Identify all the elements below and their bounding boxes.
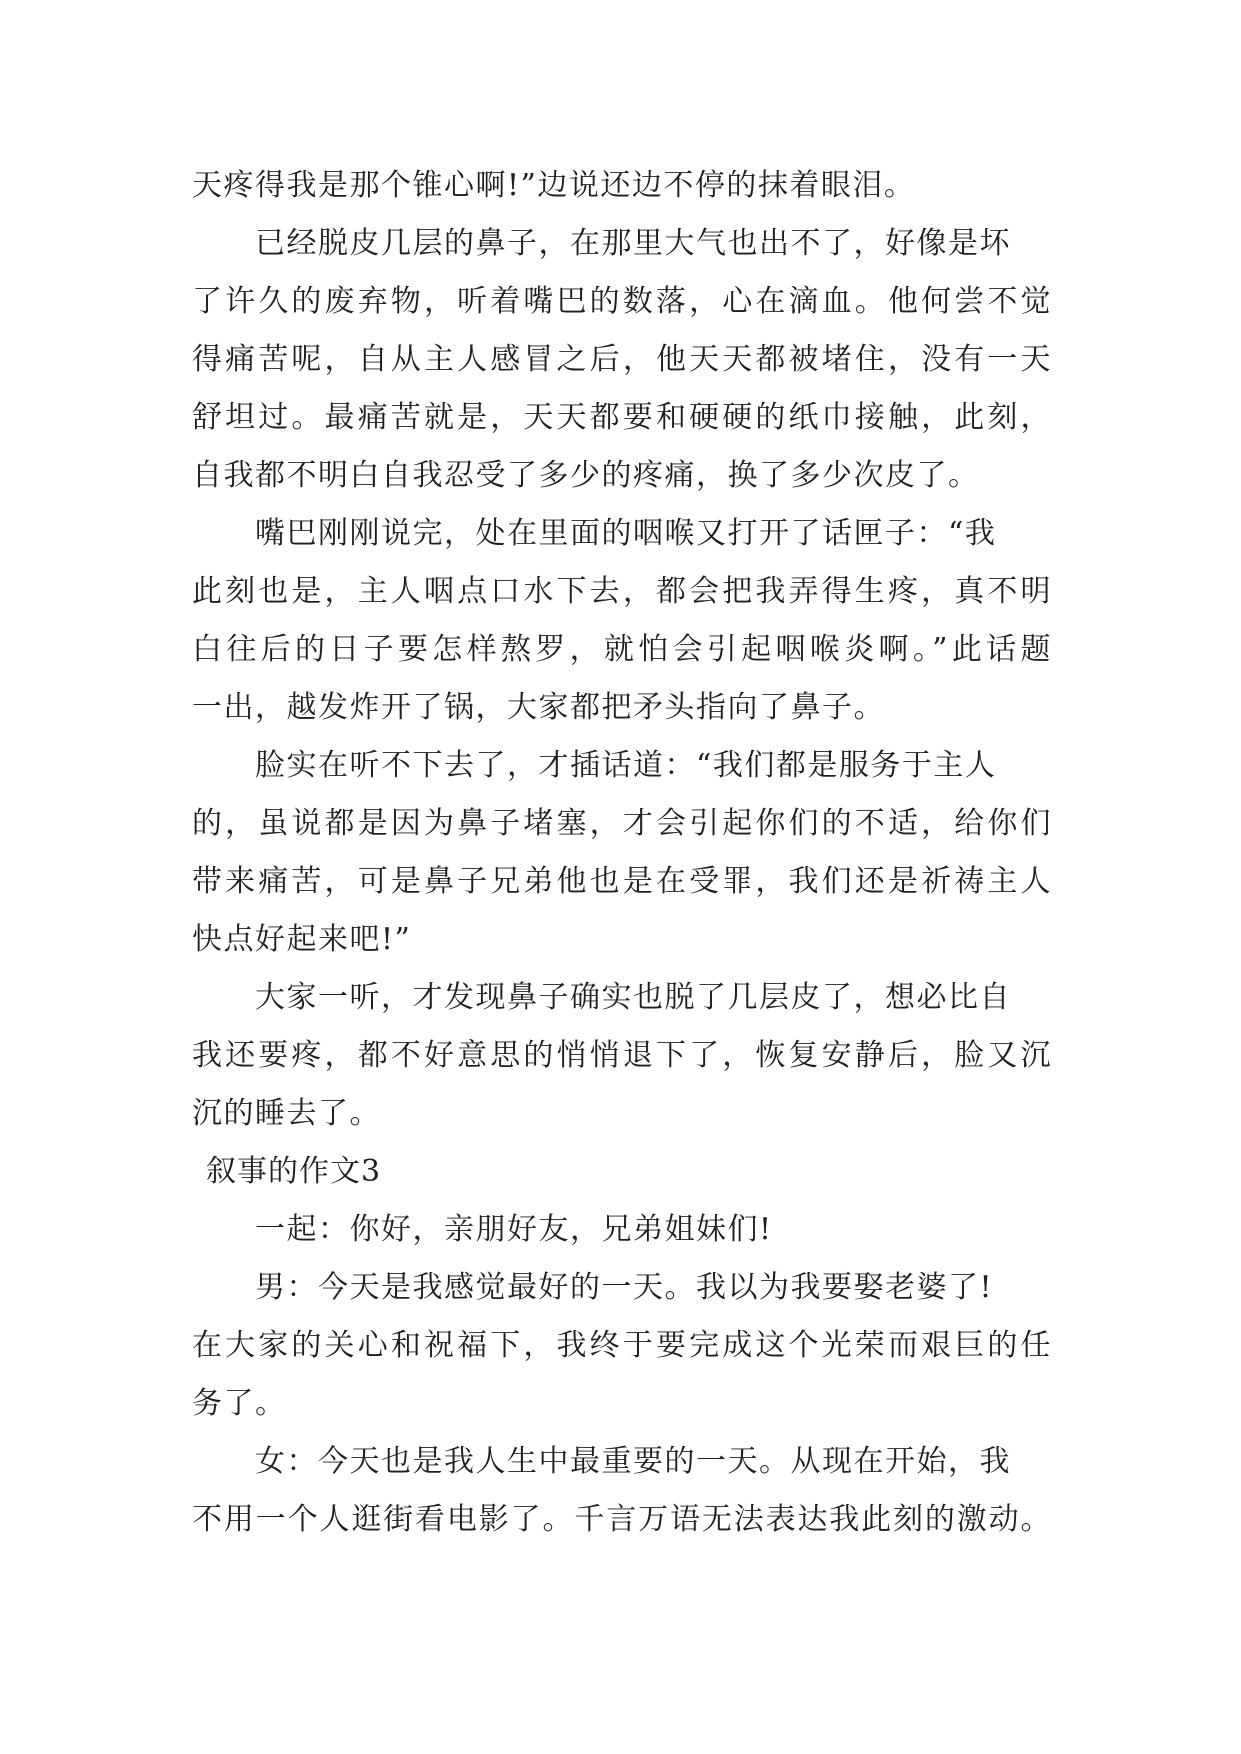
text-line: 一出，越发炸开了锅，大家都把矛头指向了鼻子。 (192, 690, 885, 725)
text-line: 我还要疼，都不好意思的悄悄退下了，恢复安静后，脸又沉 (192, 1038, 1052, 1073)
text-line: 务了。 (192, 1386, 287, 1421)
text-line: 此刻也是，主人咽点口水下去，都会把我弄得生疼，真不明 (192, 574, 1052, 609)
text-line: 了许久的废弃物，听着嘴巴的数落，心在滴血。他何尝不觉 (192, 284, 1052, 319)
text-line: 天疼得我是那个锥心啊!”边说还边不停的抹着眼泪。 (192, 168, 916, 203)
text-line: 男：今天是我感觉最好的一天。我以为我要娶老婆了! (255, 1270, 994, 1305)
text-line: 脸实在听不下去了，才插话道：“我们都是服务于主人 (255, 748, 997, 783)
text-line: 舒坦过。最痛苦就是，天天都要和硬硬的纸巾接触，此刻， (192, 400, 1052, 435)
text-line: 沉的睡去了。 (192, 1096, 381, 1131)
text-line: 嘴巴刚刚说完，处在里面的咽喉又打开了话匣子：“我 (255, 516, 997, 551)
text-line: 快点好起来吧!” (192, 922, 412, 957)
text-line: 女：今天也是我人生中最重要的一天。从现在开始，我 (255, 1444, 1011, 1479)
text-line: 已经脱皮几层的鼻子，在那里大气也出不了，好像是坏 (255, 226, 1011, 261)
text-line: 不用一个人逛街看电影了。千言万语无法表达我此刻的激动。 (192, 1502, 1052, 1537)
text-line: 的，虽说都是因为鼻子堵塞，才会引起你们的不适，给你们 (192, 806, 1052, 841)
text-line: 在大家的关心和祝福下，我终于要完成这个光荣而艰巨的任 (192, 1328, 1052, 1363)
text-line: 一起：你好，亲朋好友，兄弟姐妹们! (255, 1212, 773, 1247)
text-line: 带来痛苦，可是鼻子兄弟他也是在受罪，我们还是祈祷主人 (192, 864, 1052, 899)
section-heading: 叙事的作文3 (206, 1154, 382, 1189)
text-line: 得痛苦呢，自从主人感冒之后，他天天都被堵住，没有一天 (192, 342, 1052, 377)
text-line: 自我都不明白自我忍受了多少的疼痛，换了多少次皮了。 (192, 458, 980, 493)
document-body (192, 157, 1052, 1549)
text-line: 白往后的日子要怎样熬罗，就怕会引起咽喉炎啊。”此话题 (192, 632, 1052, 667)
text-line: 大家一听，才发现鼻子确实也脱了几层皮了，想必比自 (255, 980, 1011, 1015)
